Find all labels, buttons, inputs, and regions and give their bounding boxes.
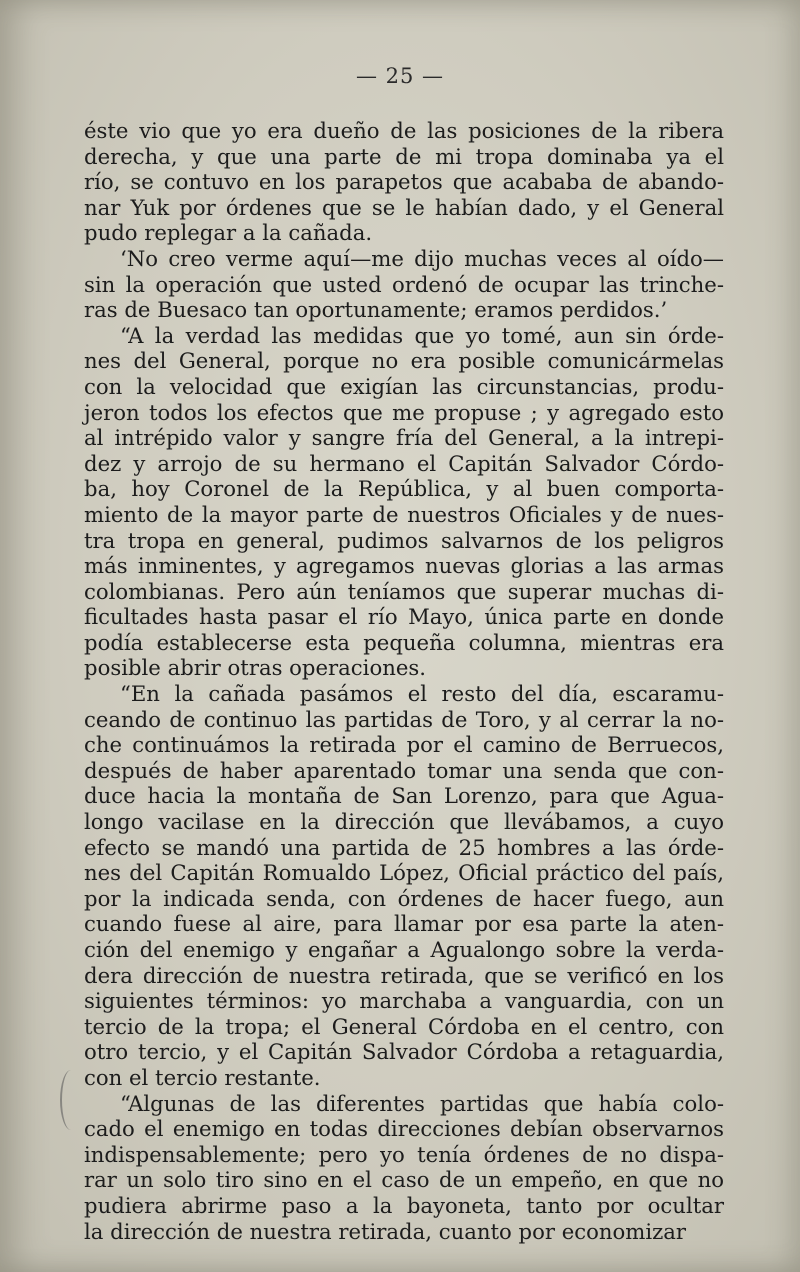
text-line: dera dirección de nuestra retirada, que se verificó en los xyxy=(84,962,724,988)
text-line: “A la verdad las medidas que yo tomé, aun sin órde- xyxy=(120,322,724,348)
body-text xyxy=(84,118,724,1244)
text-line: miento de la mayor parte de nuestros Oficiales y de nues- xyxy=(84,501,724,527)
text-line: che continuámos la retirada por el camino de Berruecos, xyxy=(84,732,724,758)
text-line: “Algunas de las diferentes partidas que había colo- xyxy=(120,1090,724,1116)
text-line: ción del enemigo y engañar a Agualongo sobre la verda- xyxy=(84,937,724,962)
text-line: al intrépido valor y sangre fría del General, a la intrepi- xyxy=(84,425,724,451)
paragraph xyxy=(84,323,724,681)
text-line: con la velocidad que exigían las circunstancias, produ- xyxy=(84,373,724,399)
margin-bracket-mark xyxy=(60,1070,82,1130)
paragraph xyxy=(84,681,724,1091)
text-line: nes del General, porque no era posible comunicármelas xyxy=(84,348,724,374)
text-line: jeron todos los efectos que me propuse ; y agregado esto xyxy=(84,399,724,425)
text-line: tercio de la tropa; el General Córdoba en el centro, con xyxy=(84,1013,724,1039)
text-line: ras de Buesaco tan oportunamente; eramos perdidos.’ xyxy=(84,297,668,323)
text-line: nar Yuk por órdenes que se le habían dado, y el General xyxy=(84,194,724,220)
text-line: después de haber aparentado tomar una senda que con- xyxy=(84,757,724,783)
text-line: éste vio que yo era dueño de las posiciones de la ribera xyxy=(84,118,724,143)
paragraph xyxy=(84,1091,724,1245)
text-line: más inminentes, y agregamos nuevas glorias a las armas xyxy=(84,553,724,579)
text-line: derecha, y que una parte de mi tropa dominaba ya el xyxy=(84,143,724,169)
text-line: cado el enemigo en todas direcciones debían observarnos xyxy=(84,1116,724,1142)
text-line: efecto se mandó una partida de 25 hombres a las órde- xyxy=(84,834,724,860)
text-line: rar un solo tiro sino en el caso de un empeño, en que no xyxy=(84,1167,724,1193)
text-line: ceando de continuo las partidas de Toro, y al cerrar la no- xyxy=(84,706,724,732)
text-line: por la indicada senda, con órdenes de hacer fuego, aun xyxy=(84,885,724,911)
text-line: colombianas. Pero aún teníamos que superar muchas di- xyxy=(84,578,724,604)
text-line: duce hacia la montaña de San Lorenzo, para que Agua- xyxy=(84,783,724,809)
text-line: indispensablemente; pero yo tenía órdenes de no dispa- xyxy=(84,1141,724,1167)
text-line: “En la cañada pasámos el resto del día, escaramu- xyxy=(120,681,724,707)
text-line: río, se contuvo en los parapetos que acababa de abando- xyxy=(84,169,724,195)
text-line: nes del Capitán Romualdo López, Oficial práctico del país, xyxy=(84,860,724,886)
text-line: longo vacilase en la dirección que llevábamos, a cuyo xyxy=(84,809,724,835)
text-line: sin la operación que usted ordenó de ocupar las trinche- xyxy=(84,271,724,297)
text-line: la dirección de nuestra retirada, cuanto por economizar xyxy=(84,1218,687,1244)
text-line: podía establecerse esta pequeña columna, mientras era xyxy=(84,629,724,655)
text-line: otro tercio, y el Capitán Salvador Córdoba a retaguardia, xyxy=(84,1039,724,1065)
paragraph xyxy=(84,246,724,323)
text-line: cuando fuese al aire, para llamar por esa parte la aten- xyxy=(84,911,724,937)
text-line: pudo replegar a la cañada. xyxy=(84,220,373,246)
text-line: pudiera abrirme paso a la bayoneta, tanto por ocultar xyxy=(84,1192,724,1218)
text-line: con el tercio restante. xyxy=(84,1064,321,1090)
text-line: tra tropa en general, pudimos salvarnos de los peligros xyxy=(84,527,724,553)
text-line: ba, hoy Coronel de la República, y al buen comporta- xyxy=(84,476,724,502)
text-line: siguientes términos: yo marchaba a vanguardia, con un xyxy=(84,988,724,1014)
text-line: dez y arrojo de su hermano el Capitán Salvador Córdo- xyxy=(84,450,724,476)
text-line: ‘No creo verme aquí—me dijo muchas veces al oído— xyxy=(120,245,724,271)
paragraph xyxy=(84,118,724,246)
text-line: posible abrir otras operaciones. xyxy=(84,655,426,681)
page-number: — 25 — xyxy=(355,64,445,88)
text-line: ficultades hasta pasar el río Mayo, única parte en donde xyxy=(84,604,724,630)
